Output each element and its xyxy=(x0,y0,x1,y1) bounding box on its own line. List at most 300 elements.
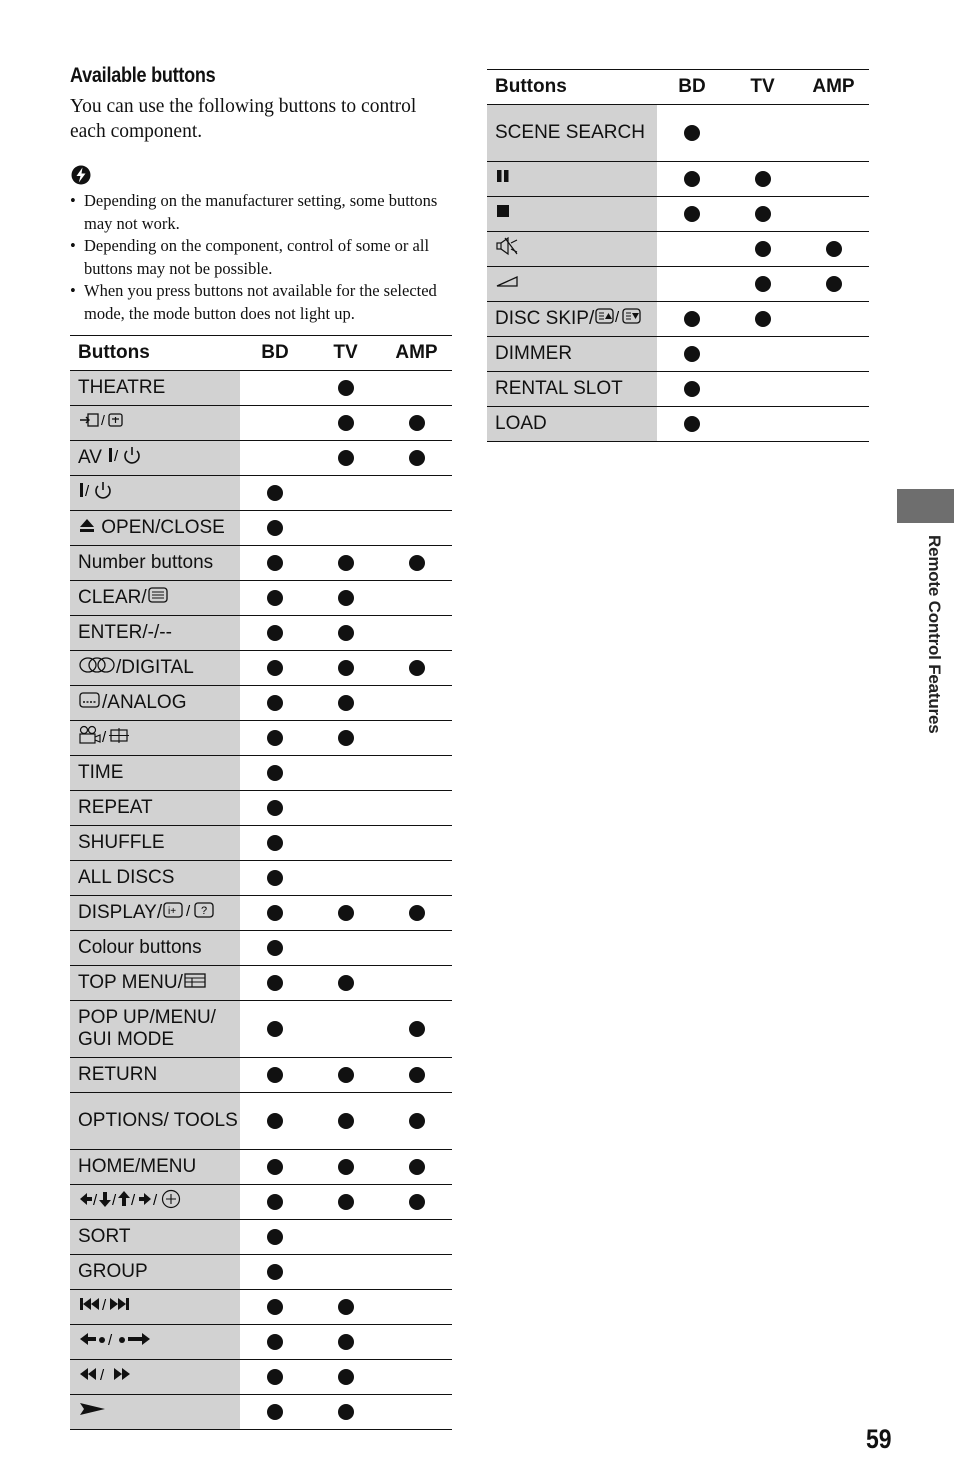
button-name-label: SORT xyxy=(78,1226,131,1247)
tv-cell xyxy=(310,1185,381,1220)
supported-dot xyxy=(267,1404,283,1420)
teletext-icon xyxy=(147,586,169,610)
table-row xyxy=(487,372,869,407)
supported-dot xyxy=(267,1159,283,1175)
supported-dot xyxy=(338,380,354,396)
button-name-cell xyxy=(70,581,240,616)
supported-dot xyxy=(684,206,700,222)
pause-icon xyxy=(495,167,513,191)
bd-cell xyxy=(657,197,727,232)
button-name-cell xyxy=(70,1058,240,1093)
tv-cell xyxy=(310,511,381,546)
supported-dot xyxy=(338,730,354,746)
amp-cell xyxy=(381,756,452,791)
table-row xyxy=(70,721,452,756)
bd-cell xyxy=(240,511,310,546)
button-name-cell xyxy=(70,1150,240,1185)
button-name-cell xyxy=(70,511,240,546)
supported-dot xyxy=(267,1113,283,1129)
button-name-label: HOME/MENU xyxy=(78,1156,197,1177)
supported-dot xyxy=(409,1113,425,1129)
button-name-label: TOP MENU/ xyxy=(78,972,183,994)
amp-cell xyxy=(798,232,869,267)
supported-dot xyxy=(267,835,283,851)
table-row xyxy=(487,267,869,302)
bd-cell xyxy=(240,651,310,686)
input-select-icon xyxy=(78,411,126,435)
amp-cell xyxy=(381,861,452,896)
tv-cell xyxy=(727,105,798,162)
tv-cell xyxy=(727,337,798,372)
arrows-enter-icon xyxy=(78,1189,182,1215)
tv-cell xyxy=(310,1360,381,1395)
header-tv: TV xyxy=(310,336,381,371)
amp-cell xyxy=(798,197,869,232)
button-name-cell xyxy=(70,1360,240,1395)
bd-cell xyxy=(657,372,727,407)
table-row xyxy=(70,1058,452,1093)
supported-dot xyxy=(267,1299,283,1315)
svg-text:/: / xyxy=(114,448,119,465)
amp-cell xyxy=(381,791,452,826)
table-row xyxy=(70,511,452,546)
replay-advance-icon xyxy=(78,1330,158,1354)
supported-dot xyxy=(267,695,283,711)
subtitle-icon xyxy=(78,691,102,715)
svg-text:/: / xyxy=(615,309,620,326)
bd-cell xyxy=(240,1093,310,1150)
button-name-cell xyxy=(487,162,657,197)
amp-cell xyxy=(381,546,452,581)
tv-cell xyxy=(310,861,381,896)
supported-dot xyxy=(409,450,425,466)
button-name-label: /ANALOG xyxy=(102,692,187,714)
amp-cell xyxy=(381,966,452,1001)
button-name-label: RETURN xyxy=(78,1064,158,1085)
amp-cell xyxy=(381,1290,452,1325)
button-name-cell xyxy=(487,302,657,337)
table-row xyxy=(70,1185,452,1220)
note-item: • When you press buttons not available for the selected mode, the mode button does not light up. xyxy=(70,280,452,325)
bd-cell xyxy=(657,162,727,197)
supported-dot xyxy=(267,765,283,781)
button-name-cell xyxy=(70,406,240,441)
tv-cell xyxy=(310,1255,381,1290)
play-icon xyxy=(78,1400,108,1424)
table-row xyxy=(70,1001,452,1058)
button-name-label: ENTER/-/-- xyxy=(78,622,172,643)
mute-icon xyxy=(495,235,521,263)
button-name-cell xyxy=(70,1093,240,1150)
button-name-cell xyxy=(70,476,240,511)
button-name-label: /DIGITAL xyxy=(116,657,194,679)
supported-dot xyxy=(267,1369,283,1385)
intro-text: You can use the following buttons to control each component. xyxy=(70,96,417,142)
supported-dot xyxy=(338,1067,354,1083)
button-name-cell xyxy=(70,441,240,476)
bd-cell xyxy=(240,931,310,966)
svg-text:/: / xyxy=(85,483,90,500)
supported-dot xyxy=(267,485,283,501)
table-row xyxy=(70,931,452,966)
tv-cell xyxy=(310,1093,381,1150)
supported-dot xyxy=(267,940,283,956)
amp-cell xyxy=(381,1360,452,1395)
button-name-cell xyxy=(487,372,657,407)
supported-dot xyxy=(267,1021,283,1037)
table-row xyxy=(70,756,452,791)
note-item: • Depending on the manufacturer setting, some buttons may not work. xyxy=(70,190,452,235)
amp-cell xyxy=(798,337,869,372)
button-name-label: AV xyxy=(78,447,108,469)
tv-cell xyxy=(310,1150,381,1185)
chapter-label: Remote Control Features xyxy=(925,535,944,734)
power-icon xyxy=(78,480,114,506)
table-row xyxy=(70,896,452,931)
supported-dot xyxy=(409,660,425,676)
supported-dot xyxy=(338,1299,354,1315)
supported-dot xyxy=(267,730,283,746)
table-row xyxy=(487,407,869,442)
right-buttons-table xyxy=(487,69,869,442)
tv-cell xyxy=(727,232,798,267)
supported-dot xyxy=(267,905,283,921)
button-name-label: DIMMER xyxy=(495,343,573,364)
amp-cell xyxy=(381,406,452,441)
button-name-label: OPEN/CLOSE xyxy=(101,517,225,539)
table-row xyxy=(70,441,452,476)
bd-cell xyxy=(240,896,310,931)
header-buttons: Buttons xyxy=(487,70,657,105)
button-name-cell xyxy=(70,1255,240,1290)
table-row xyxy=(487,232,869,267)
amp-cell xyxy=(798,267,869,302)
svg-text:/: / xyxy=(101,412,105,428)
bd-cell xyxy=(240,581,310,616)
supported-dot xyxy=(409,1194,425,1210)
bd-cell xyxy=(657,337,727,372)
tv-cell xyxy=(310,581,381,616)
bd-cell xyxy=(240,861,310,896)
button-name-label: POP UP/MENU/ GUI MODE xyxy=(78,1007,216,1050)
bd-cell xyxy=(240,721,310,756)
button-name-cell xyxy=(487,337,657,372)
amp-cell xyxy=(381,476,452,511)
table-row xyxy=(70,1150,452,1185)
amp-cell xyxy=(798,105,869,162)
page-number: 59 xyxy=(866,1424,892,1454)
supported-dot xyxy=(267,555,283,571)
rewind-forward-icon xyxy=(78,1365,154,1389)
bd-cell xyxy=(240,546,310,581)
tv-cell xyxy=(310,966,381,1001)
tv-cell xyxy=(310,651,381,686)
supported-dot xyxy=(338,625,354,641)
svg-text:/: / xyxy=(93,1192,98,1209)
tv-cell xyxy=(310,476,381,511)
right-table-body xyxy=(487,105,869,442)
amp-cell xyxy=(381,931,452,966)
supported-dot xyxy=(338,695,354,711)
supported-dot xyxy=(338,1194,354,1210)
svg-text:/: / xyxy=(102,1297,107,1313)
supported-dot xyxy=(755,241,771,257)
amp-cell xyxy=(798,302,869,337)
bd-cell xyxy=(240,476,310,511)
button-name-cell xyxy=(487,407,657,442)
button-name-label: DISPLAY/ xyxy=(78,902,163,924)
left-column xyxy=(70,62,452,1430)
tv-cell xyxy=(727,302,798,337)
bd-cell xyxy=(240,826,310,861)
amp-cell xyxy=(381,1058,452,1093)
svg-text:/: / xyxy=(186,903,191,920)
stop-icon xyxy=(495,202,513,226)
tv-cell xyxy=(727,407,798,442)
amp-cell xyxy=(381,1185,452,1220)
button-name-cell xyxy=(70,756,240,791)
angle-icon xyxy=(78,725,132,751)
button-name-label: OPTIONS/ TOOLS xyxy=(78,1110,238,1131)
tv-cell xyxy=(310,406,381,441)
bd-cell xyxy=(240,371,310,406)
supported-dot xyxy=(338,450,354,466)
amp-cell xyxy=(381,581,452,616)
button-name-cell xyxy=(70,826,240,861)
notes-list xyxy=(70,190,452,325)
tv-cell xyxy=(727,267,798,302)
bd-cell xyxy=(240,1058,310,1093)
svg-text:/: / xyxy=(100,1367,105,1383)
button-name-cell xyxy=(70,651,240,686)
tv-cell xyxy=(310,826,381,861)
button-name-cell xyxy=(70,1395,240,1430)
button-name-cell xyxy=(70,1001,240,1058)
supported-dot xyxy=(684,346,700,362)
button-name-label: LOAD xyxy=(495,413,547,434)
table-row xyxy=(70,581,452,616)
volume-icon xyxy=(495,272,521,296)
amp-cell xyxy=(381,1001,452,1058)
bd-cell xyxy=(240,1360,310,1395)
svg-text:/: / xyxy=(108,1332,113,1348)
amp-cell xyxy=(381,511,452,546)
table-row xyxy=(70,861,452,896)
button-name-label: GROUP xyxy=(78,1261,148,1282)
amp-cell xyxy=(798,372,869,407)
amp-cell xyxy=(381,616,452,651)
supported-dot xyxy=(755,171,771,187)
supported-dot xyxy=(826,276,842,292)
table-row xyxy=(70,791,452,826)
button-name-label: Number buttons xyxy=(78,552,214,573)
svg-text:/: / xyxy=(112,1192,117,1209)
button-name-cell xyxy=(70,931,240,966)
supported-dot xyxy=(684,125,700,141)
bd-cell xyxy=(240,1185,310,1220)
supported-dot xyxy=(684,171,700,187)
bd-cell xyxy=(240,966,310,1001)
button-name-cell xyxy=(70,1290,240,1325)
tv-cell xyxy=(727,372,798,407)
button-name-cell xyxy=(70,1220,240,1255)
bd-cell xyxy=(240,1150,310,1185)
supported-dot xyxy=(338,1404,354,1420)
supported-dot xyxy=(338,1334,354,1350)
button-name-label: SCENE SEARCH xyxy=(495,122,645,143)
table-row xyxy=(70,651,452,686)
supported-dot xyxy=(684,381,700,397)
tv-cell xyxy=(310,1001,381,1058)
supported-dot xyxy=(338,660,354,676)
header-bd: BD xyxy=(657,70,727,105)
tv-cell xyxy=(727,197,798,232)
table-row xyxy=(70,1325,452,1360)
table-row xyxy=(70,476,452,511)
button-name-cell xyxy=(487,232,657,267)
table-row xyxy=(70,826,452,861)
table-row xyxy=(70,1255,452,1290)
bd-cell xyxy=(240,616,310,651)
amp-cell xyxy=(381,1325,452,1360)
table-row xyxy=(70,371,452,406)
bd-cell xyxy=(240,441,310,476)
button-name-cell xyxy=(70,1185,240,1220)
bd-cell xyxy=(240,686,310,721)
button-name-cell xyxy=(70,371,240,406)
bd-cell xyxy=(240,1255,310,1290)
button-name-cell xyxy=(487,105,657,162)
table-row xyxy=(70,966,452,1001)
supported-dot xyxy=(267,975,283,991)
bd-cell xyxy=(240,1395,310,1430)
amp-cell xyxy=(381,721,452,756)
bd-cell xyxy=(240,406,310,441)
supported-dot xyxy=(338,1369,354,1385)
supported-dot xyxy=(409,555,425,571)
amp-cell xyxy=(381,826,452,861)
amp-cell xyxy=(381,1255,452,1290)
tv-cell xyxy=(310,1325,381,1360)
svg-text:/: / xyxy=(131,1192,136,1209)
tv-cell xyxy=(310,1058,381,1093)
amp-cell xyxy=(381,1093,452,1150)
tv-cell xyxy=(310,686,381,721)
supported-dot xyxy=(267,520,283,536)
amp-cell xyxy=(381,371,452,406)
button-name-label: Colour buttons xyxy=(78,937,202,958)
tv-cell xyxy=(310,441,381,476)
table-row xyxy=(70,616,452,651)
amp-cell xyxy=(381,651,452,686)
supported-dot xyxy=(267,1264,283,1280)
button-name-cell xyxy=(70,616,240,651)
prev-next-icon xyxy=(78,1295,138,1319)
amp-cell xyxy=(381,896,452,931)
table-row xyxy=(70,406,452,441)
button-name-cell xyxy=(70,966,240,1001)
supported-dot xyxy=(267,625,283,641)
header-buttons: Buttons xyxy=(70,336,240,371)
header-tv: TV xyxy=(727,70,798,105)
bd-cell xyxy=(657,302,727,337)
supported-dot xyxy=(409,1021,425,1037)
button-name-cell xyxy=(70,1325,240,1360)
chapter-tab xyxy=(897,489,954,523)
supported-dot xyxy=(684,311,700,327)
supported-dot xyxy=(409,1067,425,1083)
tv-cell xyxy=(310,756,381,791)
table-row xyxy=(70,1395,452,1430)
button-name-cell xyxy=(70,791,240,826)
tv-cell xyxy=(310,616,381,651)
svg-text:/: / xyxy=(102,729,107,745)
table-row xyxy=(70,686,452,721)
button-name-cell xyxy=(487,267,657,302)
supported-dot xyxy=(267,1067,283,1083)
amp-cell xyxy=(381,1395,452,1430)
header-bd: BD xyxy=(240,336,310,371)
supported-dot xyxy=(755,276,771,292)
bd-cell xyxy=(240,1001,310,1058)
bd-cell xyxy=(240,1220,310,1255)
button-name-label: SHUFFLE xyxy=(78,832,165,853)
supported-dot xyxy=(267,590,283,606)
tv-cell xyxy=(310,791,381,826)
button-name-label: CLEAR/ xyxy=(78,587,147,609)
supported-dot xyxy=(267,660,283,676)
power-icon xyxy=(107,445,143,471)
svg-text:?: ? xyxy=(201,905,208,917)
button-name-label: THEATRE xyxy=(78,377,166,398)
table-header-row xyxy=(487,70,869,105)
table-row xyxy=(487,105,869,162)
disc-skip-icon xyxy=(594,306,644,332)
supported-dot xyxy=(267,1229,283,1245)
button-name-label: REPEAT xyxy=(78,797,153,818)
audio-icon xyxy=(78,656,116,680)
table-row xyxy=(70,1360,452,1395)
button-name-label: DISC SKIP/ xyxy=(495,308,595,330)
supported-dot xyxy=(267,800,283,816)
amp-cell xyxy=(798,407,869,442)
table-row xyxy=(70,546,452,581)
button-name-cell xyxy=(70,896,240,931)
header-amp: AMP xyxy=(798,70,869,105)
table-row xyxy=(487,197,869,232)
tv-cell xyxy=(310,721,381,756)
eject-icon xyxy=(78,516,96,540)
tv-cell xyxy=(727,162,798,197)
note-item: • Depending on the component, control of some or all buttons may not be possible. xyxy=(70,235,452,280)
table-row xyxy=(70,1290,452,1325)
supported-dot xyxy=(826,241,842,257)
supported-dot xyxy=(684,416,700,432)
table-row xyxy=(487,337,869,372)
supported-dot xyxy=(338,415,354,431)
section-title: Available buttons xyxy=(70,64,216,87)
supported-dot xyxy=(409,415,425,431)
supported-dot xyxy=(267,1194,283,1210)
supported-dot xyxy=(338,1113,354,1129)
supported-dot xyxy=(267,1334,283,1350)
bd-cell xyxy=(240,1325,310,1360)
svg-text:i+: i+ xyxy=(168,906,177,917)
tv-cell xyxy=(310,1220,381,1255)
table-row xyxy=(70,1093,452,1150)
button-name-label: ALL DISCS xyxy=(78,867,175,888)
button-name-cell xyxy=(70,721,240,756)
